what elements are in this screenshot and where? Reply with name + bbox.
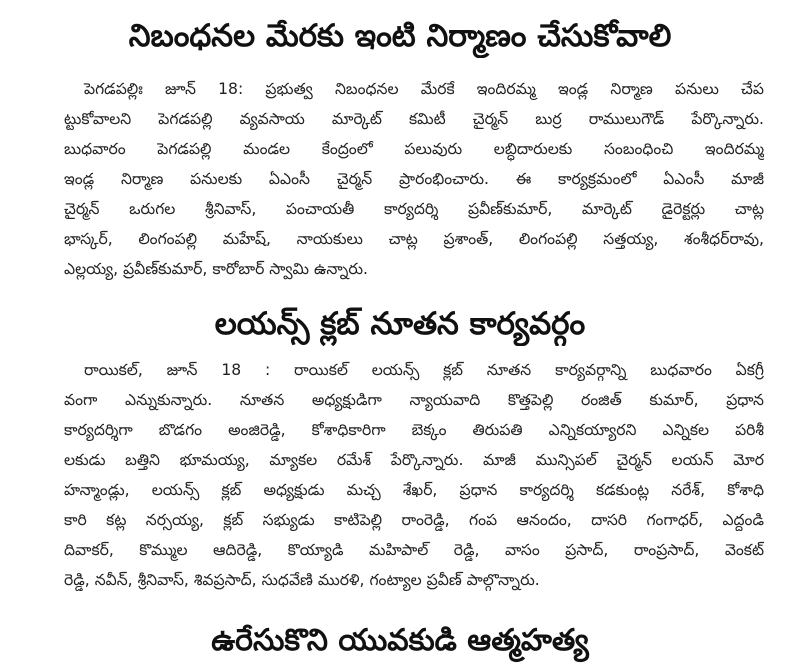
body-line: బుధవారం పెగడపల్లి మండల కేంద్రంలో పలువురు లబ్ధిదారులకు సంబంధించి ఇందిరమ్మ	[64, 140, 764, 158]
body-line: చైర్మన్ ఒరుగల శ్రీనివాస్, పంచాయతీ కార్యదర్శి ప్రవీణ్‌కుమార్, మార్కెట్ డైరెక్టర్లు చాట్ల	[64, 200, 764, 218]
body-line: కార్యదర్శిగా బొడగం అంజిరెడ్డి, కోశాధికారిగా బెక్కం తిరుపతి ఎన్నికయ్యారని ఎన్నికల పరిశీ	[64, 421, 764, 439]
article-headline-house-construction: నిబంధనల మేరకు ఇంటి నిర్మాణం చేసుకోవాలి	[128, 18, 672, 54]
body-line: ట్టుకోవాలని పెగడపల్లి వ్యవసాయ మార్కెట్ కమిటీ చైర్మన్ బుర్ర రాములుగౌడ్ పేర్కొన్నారు.	[64, 110, 764, 128]
body-line: వంగా ఎన్నుకున్నారు. నూతన అధ్యక్షుడిగా న్యాయవాది కొత్తపెల్లి రంజిత్ కుమార్, ప్రధాన	[64, 391, 764, 409]
article-body-lions-club	[64, 355, 764, 595]
article-body-house-construction	[64, 74, 764, 284]
body-line: హన్మాండ్లు, లయన్స్ క్లబ్ అధ్యక్షుడు మచ్చ శేఖర్, ప్రధాన కార్యదర్శి కడకుంట్ల నరేశ్, కోశాధి	[64, 481, 764, 499]
body-line: లకుడు బత్తిని భూమయ్య, మ్యాకల రమేశ్ పేర్కొన్నారు. మాజీ మున్సిపల్ చైర్మన్ లయన్ మోర	[64, 451, 764, 469]
body-line: పెగడపల్లిః జూన్ 18: ప్రభుత్వ నిబంధనల మేరకే ఇందిరమ్మ ఇండ్ల నిర్మాణ పనులు చేప	[84, 80, 764, 98]
body-line: ఇండ్ల నిర్మాణ పనులకు ఏఎంసీ చైర్మన్ ప్రారంభించారు. ఈ కార్యక్రమంలో ఏఎంసీ మాజీ	[64, 170, 764, 188]
body-line: భాస్కర్, లింగంపల్లి మహేష్, నాయకులు చాట్ల ప్రశాంత్, లింగంపల్లి సత్తయ్య, శంశీధర్‌రావు,	[64, 230, 764, 248]
body-line: రాయికల్, జూన్ 18 : రాయికల్ లయన్స్ క్లబ్ నూతన కార్యవర్గాన్ని బుధవారం ఏకగ్రీ	[84, 361, 764, 379]
body-line: కారి కట్ల నర్సయ్య, క్లబ్ సభ్యుడు కాటిపెల్లి రాంరెడ్డి, గంప ఆనందం, దాసరి గంగాధర్, ఎద్దండి	[64, 511, 764, 529]
article-headline-lions-club: లయన్స్ క్లబ్ నూతన కార్యవర్గం	[214, 306, 586, 342]
body-line: ఎల్లయ్య, ప్రవీణ్‌కుమార్, కారోబార్ స్వామి ఉన్నారు.	[64, 260, 368, 278]
body-line: దివాకర్, కొమ్ముల ఆదిరెడ్డి, కొయ్యాడి మహిపాల్ రెడ్డి, వాసం ప్రసాద్, రాంప్రసాద్, వెంకట్	[64, 541, 764, 559]
body-line: రెడ్డి, నవీన్, శ్రీనివాస్, శివప్రసాద్, సుధవేణి మురళి, గంట్యాల ప్రవీణ్ పాల్గొన్నారు.	[64, 571, 540, 589]
article-headline-suicide-partial: ఉరేసుకొని యువకుడి ఆత్మహత్య	[211, 623, 589, 658]
